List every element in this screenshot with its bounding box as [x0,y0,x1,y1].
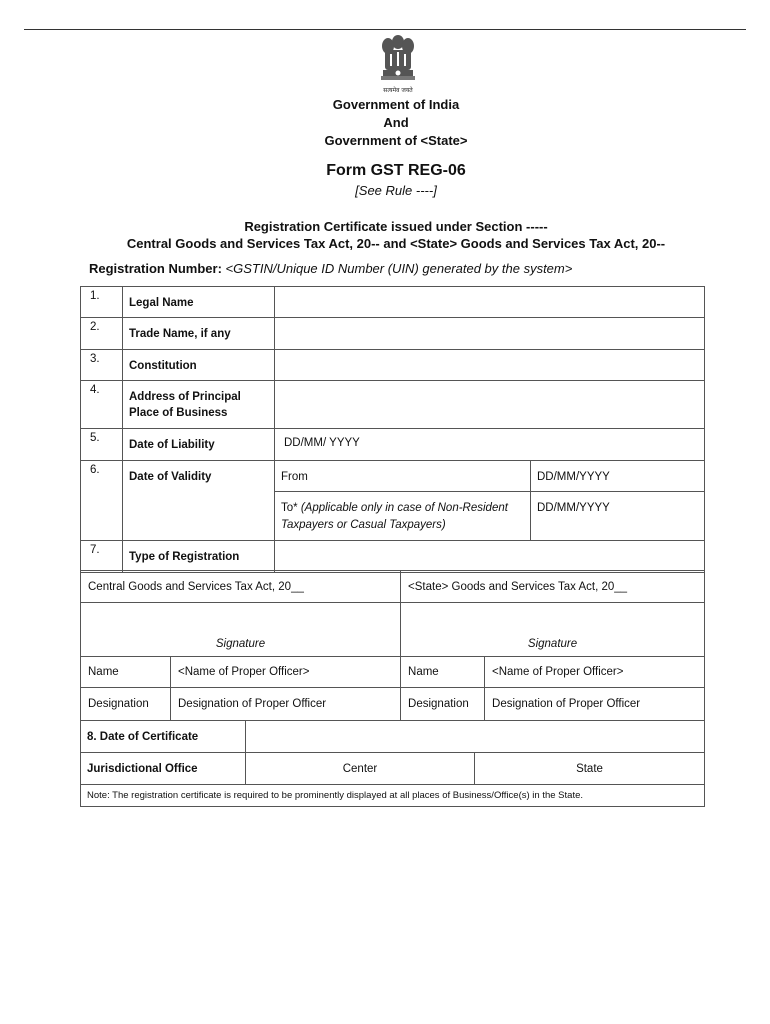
row-number: 6. [81,461,123,541]
row-number: 5. [81,429,123,461]
constitution-field[interactable] [275,350,705,381]
registration-number-value: <GSTIN/Unique ID Number (UIN) generated by the system> [225,261,573,276]
table-row [81,688,705,721]
row-number: 1. [81,287,123,318]
header-government-of-india: Government of India [332,97,460,112]
central-name-label: Name [81,657,171,688]
state-field[interactable]: State [475,753,705,785]
central-signature-field[interactable]: Signature [81,603,401,657]
table-row [81,350,705,381]
table-row [81,541,705,573]
date-of-validity-label: Date of Validity [123,461,275,541]
date-of-liability-value[interactable]: DD/MM/ YYYY [275,429,705,461]
state-name-label: Name [401,657,485,688]
validity-from-value[interactable]: DD/MM/YYYY [531,461,705,492]
central-name-value[interactable]: <Name of Proper Officer> [171,657,401,688]
state-designation-label: Designation [401,688,485,721]
address-field[interactable] [275,381,705,429]
legal-name-label: Legal Name [123,287,275,318]
table-row [81,318,705,350]
validity-to-value[interactable]: DD/MM/YYYY [531,492,705,541]
validity-to-note: (Applicable only in case of Non-Resident Taxpayers or Casual Taxpayers) [281,502,508,531]
validity-from-label: From [275,461,531,492]
registration-number [89,261,572,276]
row-number: 3. [81,350,123,381]
central-designation-label: Designation [81,688,171,721]
center-field[interactable]: Center [246,753,475,785]
central-designation-value[interactable]: Designation of Proper Officer [171,688,401,721]
table-row [81,461,705,492]
legal-name-field[interactable] [275,287,705,318]
certificate-acts: Central Goods and Services Tax Act, 20-- and <State> Goods and Services Tax Act, 20-- [126,236,666,251]
address-label: Address of Principal Place of Business [123,381,275,429]
state-act-heading: <State> Goods and Services Tax Act, 20__ [401,571,705,603]
type-of-registration-field[interactable] [275,541,705,573]
trade-name-field[interactable] [275,318,705,350]
validity-to-label [275,492,531,541]
row-number: 7. [81,541,123,573]
registration-number-label: Registration Number: [89,261,222,276]
table-row [81,657,705,688]
table-row [81,571,705,603]
top-rule [24,29,746,30]
table-row [81,429,705,461]
type-of-registration-label: Type of Registration [123,541,275,573]
trade-name-label: Trade Name, if any [123,318,275,350]
row-number: 4. [81,381,123,429]
display-note: Note: The registration certificate is required to be prominently displayed at all places of Business/Office(s) in the State. [81,785,705,807]
constitution-label: Constitution [123,350,275,381]
see-rule: [See Rule ----] [355,183,437,198]
registration-details-table [80,286,705,573]
central-act-heading: Central Goods and Services Tax Act, 20__ [81,571,401,603]
table-row [81,721,705,753]
jurisdictional-office-label: Jurisdictional Office [81,753,246,785]
table-row [81,287,705,318]
state-signature-field[interactable]: Signature [401,603,705,657]
header-government-of-state: Government of <State> [324,133,468,148]
header-and: And [383,115,409,130]
signature-table [80,570,705,721]
date-of-certificate-field[interactable] [246,721,705,753]
date-of-certificate-label: 8. Date of Certificate [81,721,246,753]
validity-to-prefix: To* [281,502,298,514]
national-emblem-icon [376,32,420,90]
table-row [81,785,705,807]
state-designation-value[interactable]: Designation of Proper Officer [485,688,705,721]
certificate-heading: Registration Certificate issued under Section ----- [244,219,548,234]
emblem-caption: सत्यमेव जयते [383,87,413,94]
certificate-footer-table [80,720,705,807]
row-number: 2. [81,318,123,350]
date-of-liability-label: Date of Liability [123,429,275,461]
state-name-value[interactable]: <Name of Proper Officer> [485,657,705,688]
form-title: Form GST REG-06 [326,162,466,179]
table-row [81,381,705,429]
table-row [81,603,705,657]
table-row [81,753,705,785]
